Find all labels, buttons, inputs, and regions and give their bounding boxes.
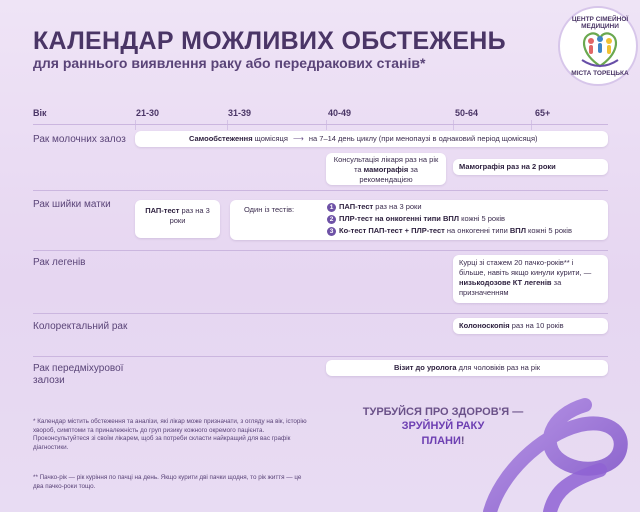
slogan	[358, 405, 528, 448]
arrow-right-icon: ⟶	[293, 134, 304, 143]
row-label-prostate: Рак передміхурової залози	[33, 363, 124, 386]
test-option-3: 3 Ко-тест ПАП-тест + ПЛР-тест на онкогенні типи ВПЛ кожні 5 років	[327, 226, 572, 236]
self-exam-card	[135, 131, 608, 147]
slogan-line-2: ЗРУЙНУЙ РАКУ	[401, 420, 485, 433]
urologist-card: Візит до уролога для чоловіків раз на рік	[326, 360, 608, 376]
row-label-breast: Рак молочних залоз	[33, 134, 126, 145]
lung-ct-card: Курці зі стажем 20 пачко-років** і більше, навіть якщо кинули курити, — низькодозове КТ легенів за призначенням	[453, 255, 608, 303]
age-label: Вік	[33, 108, 47, 118]
row-divider	[33, 190, 608, 191]
age-range-50-64: 50-64	[455, 108, 479, 118]
slogan-line-3: ПЛАНИ!	[421, 434, 465, 447]
row-label-cervical: Рак шийки матки	[33, 199, 111, 210]
consult-card: Консультація лікаря раз на рік та мамографія за рекомендацією	[326, 153, 446, 185]
age-range-31-39: 31-39	[228, 108, 252, 118]
page-title: КАЛЕНДАР МОЖЛИВИХ ОБСТЕЖЕНЬ	[33, 27, 506, 55]
page-subtitle: для раннього виявлення раку або передракових станів*	[33, 55, 426, 71]
footnote-general: * Календар містить обстеження та аналізи, які лікар може призначати, з огляду на вік, історію хвороб, симптоми та приналежність до груп ризику кожного окремого пацієнта. Проконсультуйтеся зі своїм лікарем, щоб за потреби скласти найкращий для вас графік діагностики.	[33, 418, 307, 451]
logo-bottom-text: МІСТА ТОРЕЦЬКА	[571, 70, 629, 77]
row-divider	[33, 313, 608, 314]
age-range-40-49: 40-49	[328, 108, 352, 118]
test-option-1: 1 ПАП-тест раз на 3 роки	[327, 202, 422, 212]
test-option-2: 2 ПЛР-тест на онкогенні типи ВПЛ кожні 5 років	[327, 214, 505, 224]
logo-top-text: ЦЕНТР СІМЕЙНОЇ МЕДИЦИНИ	[571, 16, 629, 31]
column-divider	[135, 120, 136, 130]
age-range-65-plus: 65+	[535, 108, 551, 118]
row-label-lung: Рак легенів	[33, 257, 86, 268]
column-divider	[326, 120, 327, 130]
self-exam-title: Самообстеження щомісяця	[189, 134, 288, 143]
footnote-pack-years: ** Пачко-рік — рік куріння по пачці на день. Якщо курити дві пачки щодня, то рік життя — це два пачко-роки тощо.	[33, 474, 302, 490]
row-divider	[33, 250, 608, 251]
test-options-intro: Один із тестів:	[244, 205, 295, 214]
test-options-card	[230, 200, 608, 240]
mammography-card: Мамографія раз на 2 роки	[453, 159, 608, 175]
pap-test-card: ПАП-тест раз на 3 роки	[135, 200, 220, 238]
age-range-21-30: 21-30	[136, 108, 160, 118]
column-divider	[227, 120, 228, 130]
clinic-logo	[558, 6, 638, 86]
row-divider	[33, 124, 608, 125]
row-divider	[33, 356, 608, 357]
column-divider	[453, 120, 454, 130]
colonoscopy-card: Колоноскопія раз на 10 років	[453, 318, 608, 334]
self-exam-note: на 7–14 день циклу (при менопаузі в однаковий період щомісяця)	[308, 134, 538, 143]
column-divider	[531, 120, 532, 130]
row-label-colorectal: Колоректальний рак	[33, 321, 128, 332]
slogan-line-1: ТУРБУЙСЯ ПРО ЗДОРОВ'Я —	[362, 406, 524, 418]
